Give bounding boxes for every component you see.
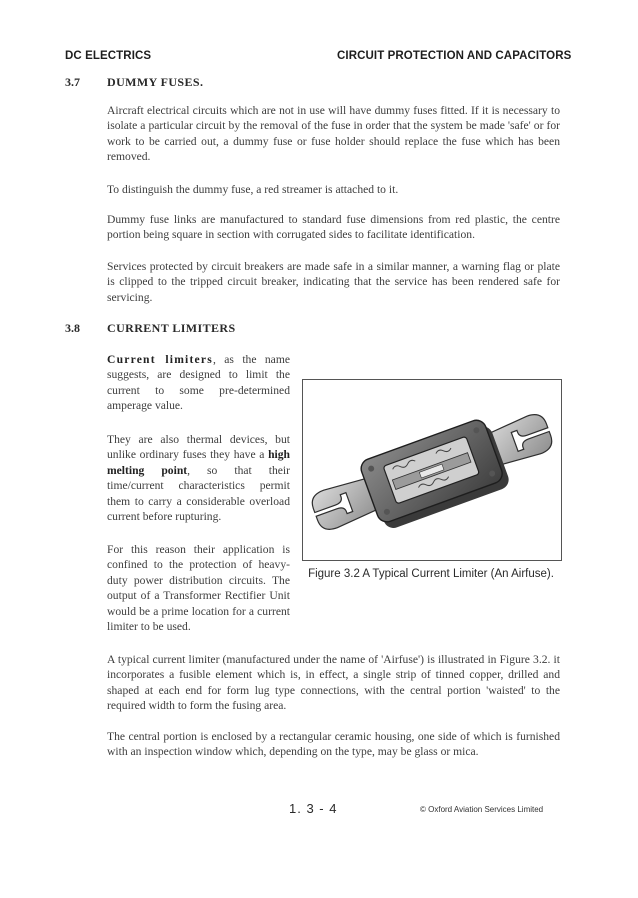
paragraph-dummy-fuses-3: Dummy fuse links are manufactured to standard fuse dimensions from red plastic, the centre portion being square in section with corrugated sides to facilitate identification.: [107, 213, 560, 242]
airfuse-drawing: [303, 380, 561, 560]
paragraph-dummy-fuses-2: To distinguish the dummy fuse, a red streamer is attached to it.: [107, 183, 399, 196]
figure-caption: Figure 3.2 A Typical Current Limiter (An Airfuse).: [308, 568, 554, 580]
running-header-left: DC ELECTRICS: [65, 50, 152, 62]
paragraph-current-limiters-4: A typical current limiter (manufactured under the name of 'Airfuse') is illustrated in Figure 3.2. it incorporates a fusible element which is, in effect, a single strip of tinned copper, drilled and shaped at each end for form lug type connections, with the central portion 'waisted' to the required width to form the fusing area.: [107, 653, 560, 713]
section-title-dummy-fuses: DUMMY FUSES.: [107, 75, 204, 89]
paragraph-current-limiters-1: Current limiters, as the name suggests, are designed to limit the current to some pre-determined amperage value.: [107, 353, 290, 413]
section-number-3-7: 3.7: [65, 75, 80, 89]
term-high-melting-point: high melting point: [107, 448, 290, 477]
paragraph-current-limiters-3: For this reason their application is confined to the protection of heavy-duty power distribution circuits. The output of a Transformer Rectifier Unit would be a prime location for a current limiter to be used.: [107, 543, 290, 634]
section-number-3-8: 3.8: [65, 321, 80, 335]
paragraph-dummy-fuses-4: Services protected by circuit breakers are made safe in a similar manner, a warning flag or plate is clipped to the tripped circuit breaker, indicating that the service has been rendered safe for servicing.: [107, 260, 560, 304]
figure-current-limiter-illustration: [302, 379, 562, 561]
running-header-right: CIRCUIT PROTECTION AND CAPACITORS: [337, 50, 572, 62]
paragraph-current-limiters-2: They are also thermal devices, but unlike ordinary fuses they have a high melting point, so that their time/current characteristics permit them to carry a considerable overload current before rupturing.: [107, 433, 290, 524]
term-current-limiters: Current limiters: [107, 353, 213, 366]
copyright-notice: © Oxford Aviation Services Limited: [420, 805, 544, 814]
page-number: 1. 3 - 4: [289, 801, 338, 816]
paragraph-dummy-fuses-1: Aircraft electrical circuits which are not in use will have dummy fuses fitted. If it is necessary to isolate a particular circuit by the removal of the fuse in order that the system be made 'safe' or for work to be carried out, a dummy fuse or fuse holder should replace the fuse which has been removed.: [107, 104, 560, 164]
section-title-current-limiters: CURRENT LIMITERS: [107, 321, 236, 335]
paragraph-current-limiters-5: The central portion is enclosed by a rectangular ceramic housing, one side of which is furnished with an inspection window which, depending on the type, may be glass or mica.: [107, 730, 560, 759]
